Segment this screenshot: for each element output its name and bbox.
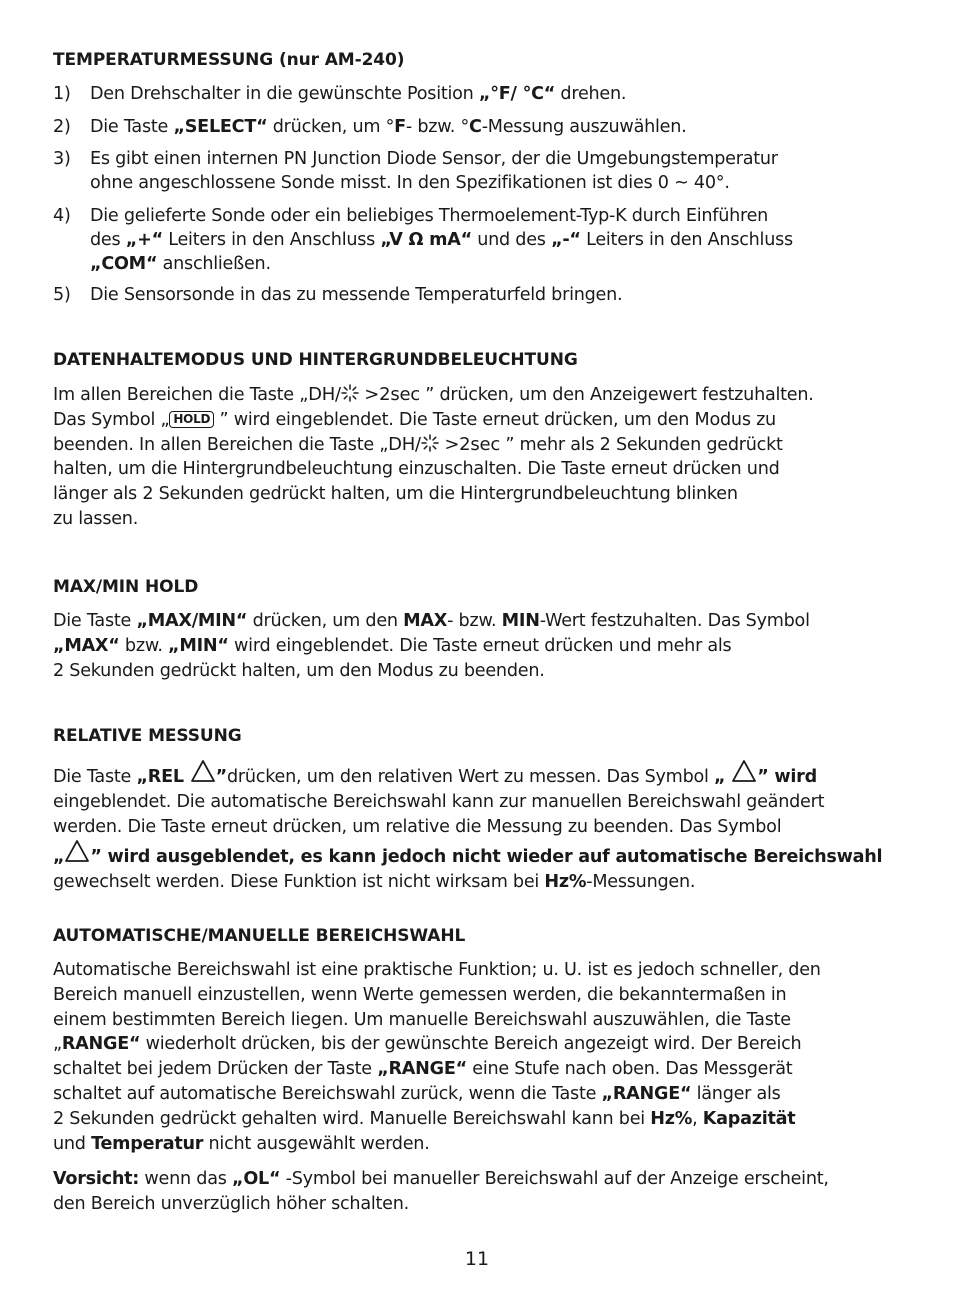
dh-backlight-key-symbol: DH/ >2sec [308,384,420,405]
paragraph-relative: Die Taste „REL ”drücken, um den relativen Wert zu messen. Das Symbol „ ” wird eingeblendet. Die automatische Bereichswahl kann zur manuellen Bereichswahl geändert werden. Die Taste erneut drücken, um relative die Messung zu beenden. Das Symbol „ ” wird ausgeblendet, es kann jedoch nicht wieder auf automatische Bereichswahl gewechselt werden. Diese Funktion ist nicht wirksam bei Hz%-Messungen. [53,759,913,895]
list-number: 1) [53,84,71,104]
section-heading-maxmin: MAX/MIN HOLD [53,577,199,597]
backlight-icon [341,384,359,402]
hold-symbol: HOLD [169,411,214,428]
list-number: 5) [53,285,71,305]
backlight-icon [421,434,439,452]
list-text: Die gelieferte Sonde oder ein beliebiges Thermoelement-Typ-K durch Einführen des „+“ Leiters in den Anschluss „V Ω mA“ und des „-“ Leiters in den Anschluss „COM“ anschließen. [90,206,793,275]
list-text: Den Drehschalter in die gewünschte Position „°F/ °C“ drehen. [90,84,627,104]
paragraph-range: Automatische Bereichswahl ist eine praktische Funktion; u. U. ist es jedoch schneller, den Bereich manuell einzustellen, wenn Werte gemessen werden, die bekanntermaßen in einem bestimmten Bereich liegen. Um manuelle Bereichswahl auszuwählen, die Taste „RANGE“ wiederholt drücken, bis der gewünschte Bereich angezeigt wird. Der Bereich schaltet bei jedem Drücken der Taste „RANGE“ eine Stufe nach oben. Das Messgerät schaltet auf automatische Bereichswahl zurück, wenn die Taste „RANGE“ länger als 2 Sekunden gedrückt gehalten wird. Manuelle Bereichswahl kann bei Hz%, Kapazität und Temperatur nicht ausgewählt werden. [53,960,821,1154]
section-heading-temperature: TEMPERATURMESSUNG (nur AM-240) [53,50,405,70]
dh-backlight-key-symbol: DH/ >2sec [388,433,500,455]
section-heading-range: AUTOMATISCHE/MANUELLE BEREICHSWAHL [53,926,466,946]
section-heading-relative: RELATIVE MESSUNG [53,726,242,746]
paragraph-caution: Vorsicht: wenn das „OL“ -Symbol bei manueller Bereichswahl auf der Anzeige erscheint, den Bereich unverzüglich höher schalten. [53,1169,829,1214]
list-text: Die Taste „SELECT“ drücken, um °F- bzw. °C-Messung auszuwählen. [90,117,687,137]
delta-icon [731,759,757,783]
list-number: 2) [53,117,71,137]
page-number: 11 [464,1248,490,1270]
list-number: 4) [53,206,71,226]
delta-icon [64,839,90,863]
list-number: 3) [53,149,71,169]
paragraph-maxmin: Die Taste „MAX/MIN“ drücken, um den MAX- bzw. MIN-Wert festzuhalten. Das Symbol „MAX“ bzw. „MIN“ wird eingeblendet. Die Taste erneut drücken und mehr als 2 Sekunden gedrückt halten, um den Modus zu beenden. [53,611,810,681]
section-heading-data-hold: DATENHALTEMODUS UND HINTERGRUNDBELEUCHTUNG [53,350,578,370]
list-text: Die Sensorsonde in das zu messende Temperaturfeld bringen. [90,285,623,305]
caution-label: Vorsicht: [53,1169,140,1189]
paragraph-data-hold: Im allen Bereichen die Taste „DH/ >2sec ” drücken, um den Anzeigewert festzuhalten. Das Symbol „ HOLD ” wird eingeblendet. Die Taste erneut drücken, um den Modus zu beenden. In allen Bereichen die Taste „DH/ >2sec ” mehr als 2 Sekunden gedrückt halten, um die Hintergrundbeleuchtung einzuschalten. Die Taste erneut drücken und länger als 2 Sekunden gedrückt halten, um die Hintergrundbeleuchtung blinken zu lassen. [53,384,814,529]
list-text: Es gibt einen internen PN Junction Diode Sensor, der die Umgebungstemperatur ohne angeschlossene Sonde misst. In den Spezifikationen ist dies 0 ~ 40°. [90,149,778,194]
delta-icon [190,759,216,783]
